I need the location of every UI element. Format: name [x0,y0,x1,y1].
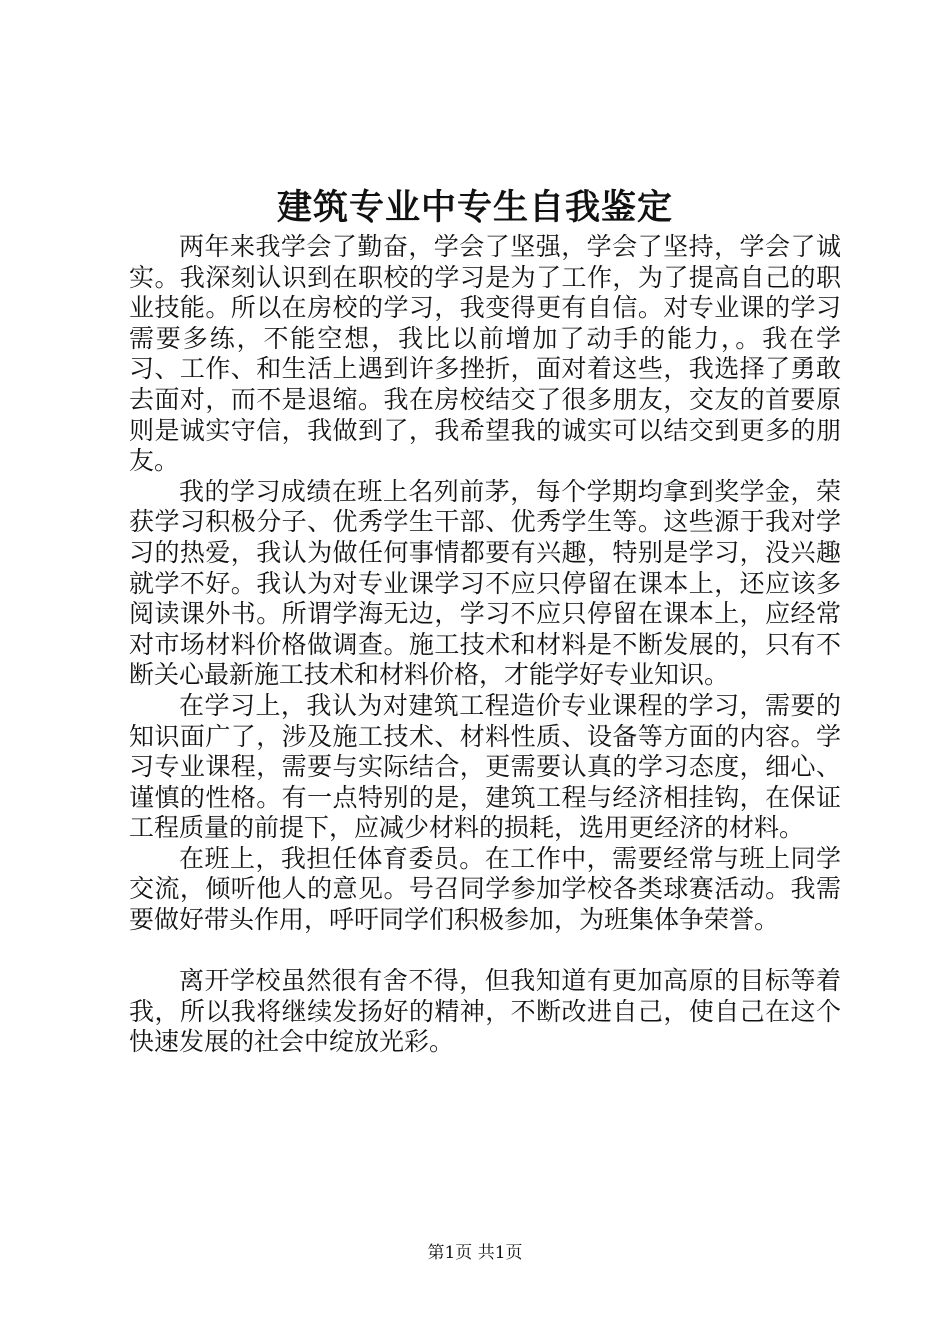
paragraph-3: 在学习上，我认为对建筑工程造价专业课程的学习，需要的知识面广了，涉及施工技术、材料性质、设备等方面的内容。学习专业课程，需要与实际结合，更需要认真的学习态度，细心、谨慎的性格。有一点特别的是，建筑工程与经济相挂钩，在保证工程质量的前提下，应减少材料的损耗，选用更经济的材料。 [129,690,841,843]
paragraph-2: 我的学习成绩在班上名列前茅，每个学期均拿到奖学金，荣获学习积极分子、优秀学生干部、优秀学生等。这些源于我对学习的热爱，我认为做任何事情都要有兴趣，特别是学习，没兴趣就学不好。我认为对专业课学习不应只停留在课本上，还应该多阅读课外书。所谓学海无边，学习不应只停留在课本上，应经常对市场材料价格做调查。施工技术和材料是不断发展的，只有不断关心最新施工技术和材料价格，才能学好专业知识。 [129,476,841,690]
paragraph-5: 离开学校虽然很有舍不得，但我知道有更加高原的目标等着我，所以我将继续发扬好的精神，不断改进自己，使自己在这个快速发展的社会中绽放光彩。 [129,966,841,1057]
paragraph-4: 在班上，我担任体育委员。在工作中，需要经常与班上同学交流，倾听他人的意见。号召同学参加学校各类球赛活动。我需要做好带头作用，呼吁同学们积极参加，为班集体争荣誉。 [129,843,841,935]
document-body [129,232,841,1058]
paragraph-1: 两年来我学会了勤奋，学会了坚强，学会了坚持，学会了诚实。我深刻认识到在职校的学习是为了工作，为了提高自己的职业技能。所以在房校的学习，我变得更有自信。对专业课的学习需要多练，不能空想，我比以前增加了动手的能力，。我在学习、工作、和生活上遇到许多挫折，面对着这些，我选择了勇敢去面对，而不是退缩。我在房校结交了很多朋友，交友的首要原则是诚实守信，我做到了，我希望我的诚实可以结交到更多的朋友。 [129,232,841,476]
page-footer: 第1页 共1页 [427,1243,523,1263]
document-title: 建筑专业中专生自我鉴定 [276,187,673,228]
